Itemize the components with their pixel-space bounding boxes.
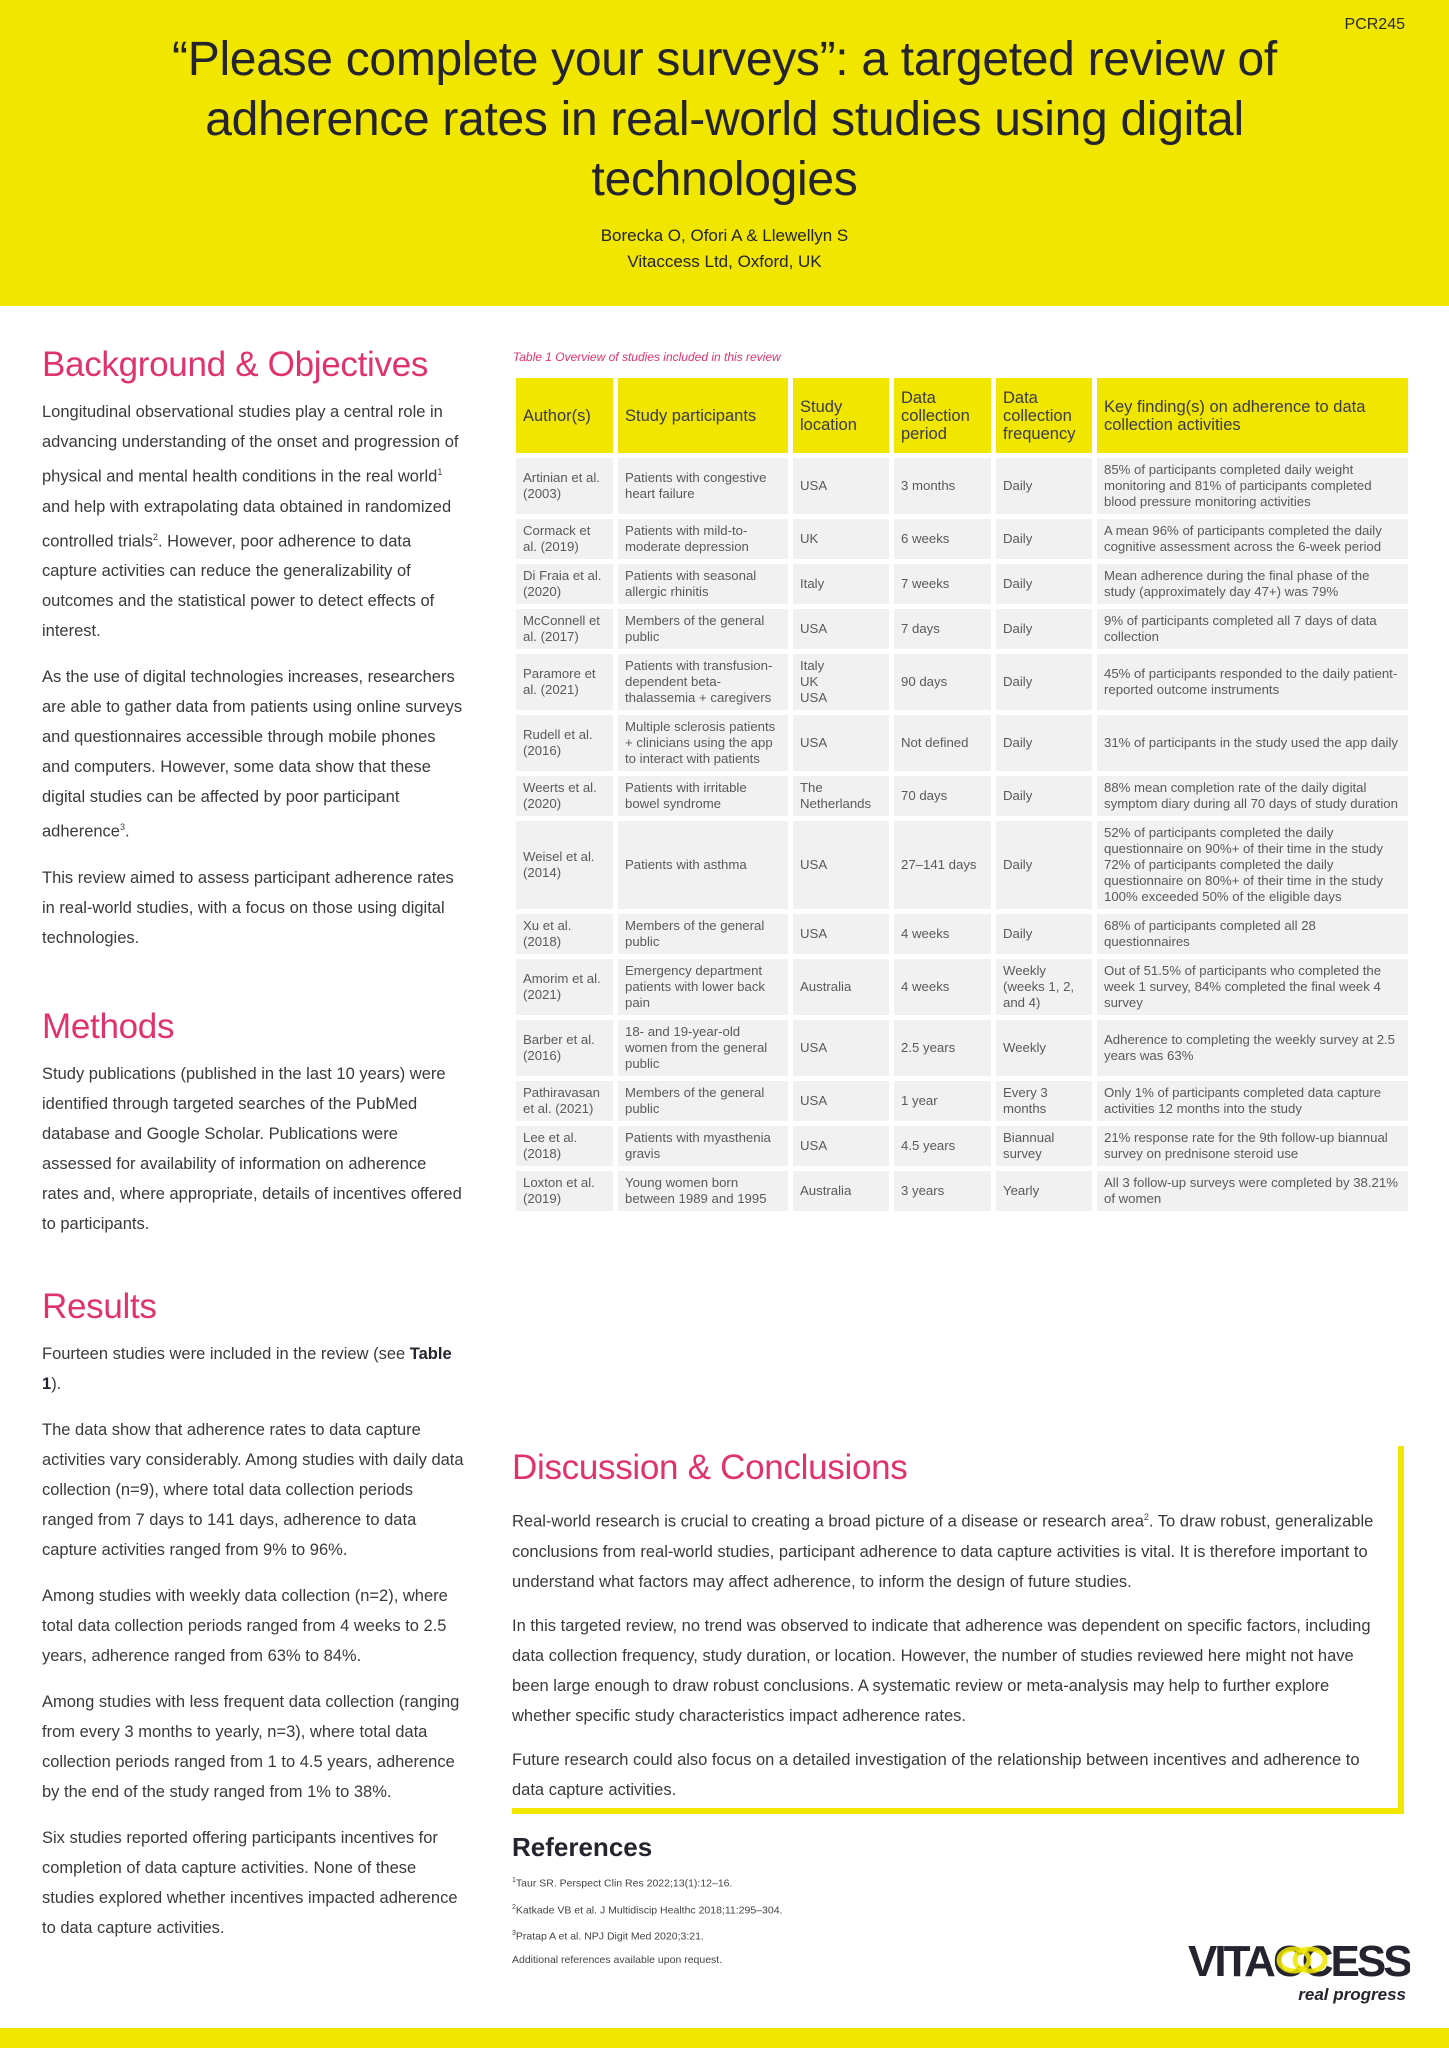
cell-frequency: Weekly — [996, 1020, 1092, 1076]
cell-participants: Members of the general public — [618, 914, 788, 954]
cell-findings: 31% of participants in the study used the app daily — [1097, 715, 1408, 771]
table-row — [516, 715, 1408, 771]
cell-frequency: Daily — [996, 776, 1092, 816]
table-row — [516, 776, 1408, 816]
cell-findings: All 3 follow-up surveys were completed by 38.21% of women — [1097, 1171, 1408, 1211]
discussion-section — [512, 1446, 1404, 1814]
results-paragraph-4: Among studies with less frequent data collection (ranging from every 3 months to yearly, n=3), where total data collection periods ranged from 1 to 4.5 years, adherence by the end of the study ranged from 1% to 38%. — [42, 1692, 460, 1801]
background-paragraph-3: This review aimed to assess participant adherence rates in real-world studies, with a focus on those using digital technologies. — [42, 868, 454, 947]
header-location: Study location — [793, 378, 889, 453]
header-participants: Study participants — [618, 378, 788, 453]
cell-findings: Mean adherence during the final phase of the study (approximately day 47+) was 79% — [1097, 564, 1408, 604]
references-heading: References — [512, 1832, 653, 1862]
cell-frequency: Daily — [996, 715, 1092, 771]
cell-authors: Pathiravasan et al. (2021) — [516, 1081, 613, 1121]
cell-participants: Patients with asthma — [618, 821, 788, 909]
cell-period: Not defined — [894, 715, 991, 771]
header-period: Data collection period — [894, 378, 991, 453]
cell-period: 70 days — [894, 776, 991, 816]
cell-location: USA — [793, 821, 889, 909]
cell-period: 7 days — [894, 609, 991, 649]
cell-findings: 88% mean completion rate of the daily digital symptom diary during all 70 days of study duration — [1097, 776, 1408, 816]
cell-frequency: Daily — [996, 564, 1092, 604]
cell-frequency: Yearly — [996, 1171, 1092, 1211]
cell-location: The Netherlands — [793, 776, 889, 816]
table-row — [516, 821, 1408, 909]
cell-location: USA — [793, 1081, 889, 1121]
table-row — [516, 1081, 1408, 1121]
cell-period: 3 months — [894, 458, 991, 514]
cell-period: 4 weeks — [894, 959, 991, 1015]
table-caption: Table 1 Overview of studies included in this review — [513, 350, 781, 364]
cell-period: 6 weeks — [894, 519, 991, 559]
results-heading: Results — [42, 1286, 157, 1326]
cell-participants: Emergency department patients with lower back pain — [618, 959, 788, 1015]
cell-findings: 9% of participants completed all 7 days of data collection — [1097, 609, 1408, 649]
table-row — [516, 609, 1408, 649]
table-row — [516, 1020, 1408, 1076]
cell-authors: Cormack et al. (2019) — [516, 519, 613, 559]
cell-findings: 21% response rate for the 9th follow-up biannual survey on prednisone steroid use — [1097, 1126, 1408, 1166]
reference-3: $^3$Pratap A et al. NPJ Digit Med 2020;3:21. — [512, 1930, 704, 1943]
cell-findings: 45% of participants responded to the daily patient-reported outcome instruments — [1097, 654, 1408, 710]
table-row — [516, 914, 1408, 954]
header-banner — [0, 0, 1449, 306]
poster-title: “Please complete your surveys”: a targeted review of adherence rates in real-world studies using digital technologies — [172, 33, 1277, 206]
footer-bar — [0, 2028, 1449, 2048]
cell-authors: Loxton et al. (2019) — [516, 1171, 613, 1211]
left-column — [42, 343, 464, 1959]
cell-location: USA — [793, 609, 889, 649]
header-findings: Key finding(s) on adherence to data collection activities — [1097, 378, 1408, 453]
cell-participants: Members of the general public — [618, 609, 788, 649]
table-row — [516, 1126, 1408, 1166]
cell-participants: Patients with myasthenia gravis — [618, 1126, 788, 1166]
table-row — [516, 654, 1408, 710]
authors: Borecka O, Ofori A & Llewellyn S — [600, 226, 849, 245]
results-paragraph-5: Six studies reported offering participants incentives for completion of data capture activities. None of these studies explored whether incentives impacted adherence to data capture activities. — [42, 1828, 458, 1937]
cell-frequency: Every 3 months — [996, 1081, 1092, 1121]
cell-location: USA — [793, 1020, 889, 1076]
vitaccess-logo — [1188, 1936, 1410, 2006]
results-paragraph-3: Among studies with weekly data collection (n=2), where total data collection periods ranged from 4 weeks to 2.5 years, adherence ranged from 63% to 84%. — [42, 1586, 448, 1665]
discussion-paragraph-2: In this targeted review, no trend was observed to indicate that adherence was dependent on specific factors, including data collection frequency, study duration, or location. However, the number of studies reviewed here might not have been large enough to draw robust conclusions. A systematic review or meta-analysis may help to further explore whether specific study characteristics impact adherence rates. — [512, 1616, 1371, 1725]
cell-period: 3 years — [894, 1171, 991, 1211]
cell-authors: Barber et al. (2016) — [516, 1020, 613, 1076]
discussion-heading: Discussion & Conclusions — [512, 1448, 908, 1487]
results-paragraph-1: Fourteen studies were included in the review (see Table 1). — [42, 1344, 452, 1393]
cell-location: USA — [793, 458, 889, 514]
table-row — [516, 959, 1408, 1015]
table-row — [516, 519, 1408, 559]
discussion-paragraph-1: Real-world research is crucial to creating a broad picture of a disease or research area$^2$. To draw robust, generalizable conclusions from real-world studies, participant adherence to data capture activities is vital. It is therefore important to understand what factors may affect adherence, to inform the design of future studies. — [512, 1512, 1374, 1591]
cell-findings: 85% of participants completed daily weight monitoring and 81% of participants completed blood pressure monitoring activities — [1097, 458, 1408, 514]
cell-location: Italy — [793, 564, 889, 604]
cell-location: Italy UK USA — [793, 654, 889, 710]
cell-period: 4.5 years — [894, 1126, 991, 1166]
cell-findings: Only 1% of participants completed data capture activities 12 months into the study — [1097, 1081, 1408, 1121]
cell-period: 7 weeks — [894, 564, 991, 604]
cell-authors: Paramore et al. (2021) — [516, 654, 613, 710]
cell-authors: Amorim et al. (2021) — [516, 959, 613, 1015]
cell-frequency: Daily — [996, 654, 1092, 710]
results-paragraph-2: The data show that adherence rates to data capture activities vary considerably. Among studies with daily data collection (n=9), where total data collection periods ranged from 7 days to 141 days, adherence to data capture activities ranged from 9% to 96%. — [42, 1420, 464, 1559]
cell-authors: Artinian et al. (2003) — [516, 458, 613, 514]
cell-participants: Multiple sclerosis patients + clinicians using the app to interact with patients — [618, 715, 788, 771]
cell-period: 90 days — [894, 654, 991, 710]
background-section — [42, 343, 464, 953]
table-header-row — [516, 378, 1408, 453]
cell-authors: McConnell et al. (2017) — [516, 609, 613, 649]
header-authors: Author(s) — [516, 378, 613, 453]
cell-frequency: Daily — [996, 914, 1092, 954]
references-section — [512, 1832, 1112, 1976]
cell-authors: Xu et al. (2018) — [516, 914, 613, 954]
cell-period: 2.5 years — [894, 1020, 991, 1076]
cell-period: 27–141 days — [894, 821, 991, 909]
background-heading: Background & Objectives — [42, 345, 429, 384]
logo-tagline: real progress — [1298, 1985, 1406, 2004]
cell-location: UK — [793, 519, 889, 559]
cell-findings: 68% of participants completed all 28 questionnaires — [1097, 914, 1408, 954]
cell-frequency: Daily — [996, 519, 1092, 559]
cell-participants: Patients with irritable bowel syndrome — [618, 776, 788, 816]
cell-location: USA — [793, 1126, 889, 1166]
studies-table — [511, 373, 1413, 1216]
cell-frequency: Daily — [996, 458, 1092, 514]
table-body — [516, 458, 1408, 1211]
header-frequency: Data collection frequency — [996, 378, 1092, 453]
cell-participants: 18- and 19-year-old women from the general public — [618, 1020, 788, 1076]
cell-frequency: Weekly (weeks 1, 2, and 4) — [996, 959, 1092, 1015]
references-note: Additional references available upon request. — [512, 1953, 723, 1966]
cell-period: 4 weeks — [894, 914, 991, 954]
cell-authors: Weerts et al. (2020) — [516, 776, 613, 816]
cell-location: USA — [793, 715, 889, 771]
cell-frequency: Biannual survey — [996, 1126, 1092, 1166]
cell-participants: Patients with congestive heart failure — [618, 458, 788, 514]
table-reference: Table 1 — [42, 1344, 452, 1393]
discussion-paragraph-3: Future research could also focus on a detailed investigation of the relationship between incentives and adherence to data capture activities. — [512, 1750, 1360, 1799]
cell-frequency: Daily — [996, 609, 1092, 649]
results-section — [42, 1285, 464, 1943]
table-row — [516, 458, 1408, 514]
methods-heading: Methods — [42, 1006, 175, 1046]
cell-location: USA — [793, 914, 889, 954]
cell-findings: A mean 96% of participants completed the daily cognitive assessment across the 6-week period — [1097, 519, 1408, 559]
cell-participants: Patients with seasonal allergic rhinitis — [618, 564, 788, 604]
table-row — [516, 564, 1408, 604]
cell-location: Australia — [793, 1171, 889, 1211]
cell-period: 1 year — [894, 1081, 991, 1121]
logo-wordmark: VITACCESS — [1188, 1937, 1410, 1986]
poster-code: PCR245 — [1344, 16, 1405, 33]
cell-frequency: Daily — [996, 821, 1092, 909]
cell-authors: Weisel et al. (2014) — [516, 821, 613, 909]
cell-participants: Patients with transfusion-dependent beta-thalassemia + caregivers — [618, 654, 788, 710]
methods-paragraph: Study publications (published in the last 10 years) were identified through targeted searches of the PubMed database and Google Scholar. Publications were assessed for availability of information on adherence rates and, where appropriate, details of incentives offered to participants. — [42, 1064, 462, 1233]
cell-findings: Out of 51.5% of participants who completed the week 1 survey, 84% completed the final week 4 survey — [1097, 959, 1408, 1015]
reference-1: $^1$Taur SR. Perspect Clin Res 2022;13(1):12–16. — [512, 1877, 733, 1890]
cell-authors: Di Fraia et al. (2020) — [516, 564, 613, 604]
reference-2: $^2$Katkade VB et al. J Multidiscip Healthc 2018;11:295–304. — [512, 1903, 783, 1916]
table-row — [516, 1171, 1408, 1211]
cell-participants: Members of the general public — [618, 1081, 788, 1121]
affiliation: Vitaccess Ltd, Oxford, UK — [627, 252, 822, 271]
background-paragraph-1: Longitudinal observational studies play a central role in advancing understanding of the onset and progression of physical and mental health conditions in the real world$^1$ and help with extrapolating data obtained in randomized controlled trials$^2$. However, poor adherence to data capture activities can reduce the generalizability of outcomes and the statistical power to detect effects of interest. — [42, 403, 459, 640]
cell-participants: Patients with mild-to-moderate depression — [618, 519, 788, 559]
background-paragraph-2: As the use of digital technologies increases, researchers are able to gather data from patients using online surveys and questionnaires accessible through mobile phones and computers. However, some data show that these digital studies can be affected by poor participant adherence$^3$. — [42, 668, 463, 841]
cell-authors: Lee et al. (2018) — [516, 1126, 613, 1166]
cell-participants: Young women born between 1989 and 1995 — [618, 1171, 788, 1211]
cell-location: Australia — [793, 959, 889, 1015]
cell-findings: Adherence to completing the weekly survey at 2.5 years was 63% — [1097, 1020, 1408, 1076]
cell-findings: 52% of participants completed the daily questionnaire on 90%+ of their time in the study 72% of participants completed the daily questionnaire on 80%+ of their time in the study 100% exceeded 50% of the eligible days — [1097, 821, 1408, 909]
methods-section — [42, 1005, 464, 1239]
cell-authors: Rudell et al. (2016) — [516, 715, 613, 771]
